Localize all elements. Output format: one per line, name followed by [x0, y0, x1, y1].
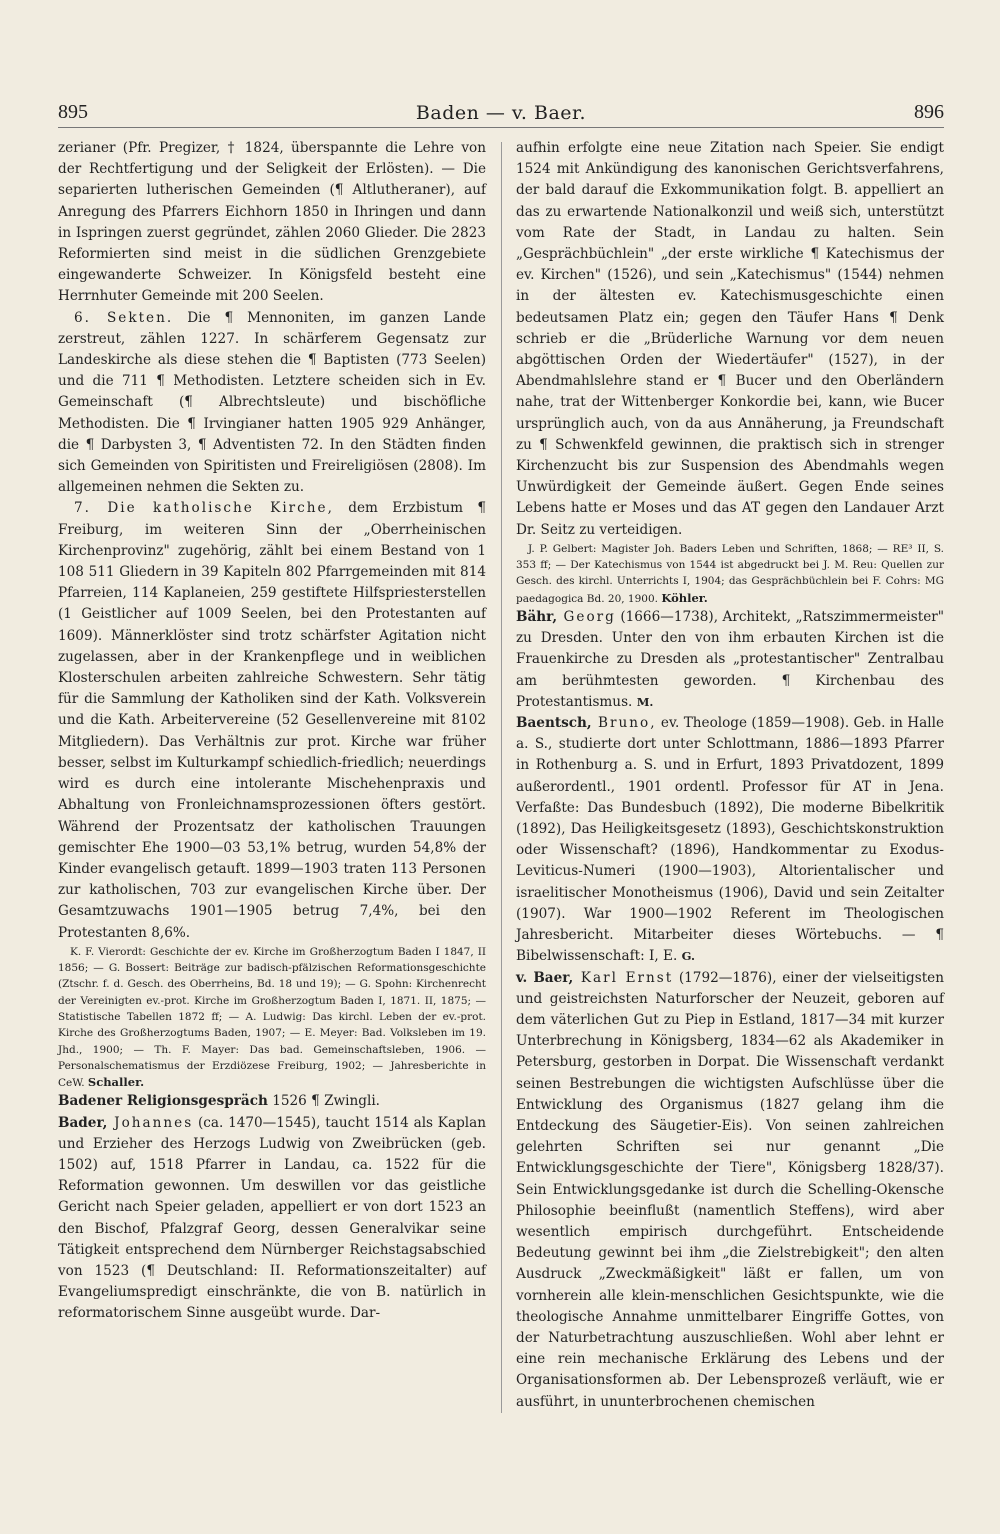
entry-given-name: Bruno,: [591, 715, 657, 732]
text-columns: [58, 138, 944, 1413]
entry-v-baer: [516, 968, 944, 1413]
entry-headword: Bähr,: [516, 609, 558, 626]
entry-text: ev. Theologe (1859—1908). Geb. in Halle a. S., studierte dort unter Schlottmann, 1886—1893 Pfarrer in Rothenburg a. S. und in Erfurt, 1893 Privatdozent, 1899 außerordentl., 1901 ordentl. Professor für AT in Jena. Verfaßte: Das Bundesbuch (1892), Die moderne Bibelkritik (1892), Das Heiligkeitsgesetz (1893), Geschichtskonstruktion oder Wissenschaft? (1896), Handkommentar zu Exodus-Leviticus-Numeri (1900—1903), Altorientalischer und israelitischer Monotheismus (1906), David und sein Zeitalter (1907). War 1900—1902 Referent im Theologischen Jahresbericht. Mitarbeiter dieses Wörtebuchs. — ¶ Bibelwissenschaft: I, E.: [516, 715, 944, 965]
left-page-number: 895: [58, 101, 88, 123]
entry-badener-religionsgespraech: [58, 1091, 486, 1112]
literature-bader: [516, 541, 944, 607]
paragraph-reformed-lutheran: zerianer (Pfr. Pregizer, † 1824, überspannte die Lehre von der Rechtfertigung und der Seligkeit der Erlösten). — Die separierten lutherischen Gemeinden (¶ Altlutheraner), auf Anregung des Pfarrers Eichhorn 1850 in Ihringen und dann in Ispringen zuerst gegründet, zählen 2060 Glieder. Die 2823 Reformierten sind meist in die südlichen Grenzgebiete eingewanderte Schweizer. In Königsfeld besteht eine Herrnhuter Gemeinde mit 200 Seelen.: [58, 140, 486, 305]
entry-given-name: Johannes: [107, 1114, 194, 1131]
section-heading-catholic: 7. Die katholische Kirche,: [74, 500, 334, 517]
literature-baden-text: K. F. Vierordt: Geschichte der ev. Kirche im Großherzogtum Baden I 1847, II 1856; — G. Bossert: Beiträge zur badisch-pfälzischen Reformationsgeschichte (Ztschr. f. d. Gesch. des Oberrheins, Bd. 18 und 19); — G. Spohn: Kirchenrecht der Vereinigten ev.-prot. Kirche im Großherzogtum Baden I, 1871. II, 1875; — Statistische Tabellen 1872 ff; — A. Ludwig: Das kirchl. Leben der ev.-prot. Kirche des Großherzogtums Baden, 1907; — E. Meyer: Bad. Volksleben im 19. Jhd., 1900; — Th. F. Mayer: Das bad. Gemeinschaftsleben, 1906. — Personalschematismus der Erzdiözese Freiburg, 1902; — Jahresberichte in CeW.: [58, 945, 486, 1090]
entry-text: (1792—1876), einer der vielseitigsten und geistreichsten Naturforscher der Neuzeit, geboren auf dem väterlichen Gut zu Piep in Estland, 1817—34 mit kurzer Unterbrechung in Königsberg, 1834—62 als Akademiker in Petersburg, gestorben in Dorpat. Die Wissenschaft verdankt seinen Bestrebungen die wichtigsten Aufschlüsse über die Entwicklung des Organismus (1827 gelang ihm die Entdeckung des Säugetier-Eis). Von seinen zahlreichen gelehrten Schriften sei nur genannt „Die Entwicklungsgeschichte der Tiere", Königsberg 1828/37). Sein Entwicklungsgedanke ist durch die Schelling-Okensche Philosophie beeinflußt (namentlich Steffens), wird aber wesentlich empirisch durchgeführt. Entscheidende Bedeutung gewinnt bei ihm „die Zielstrebigkeit"; den alten Ausdruck „Zweckmäßigkeit" läßt er fallen, um von vornherein alle klein-menschlichen Gesichtspunkte, wie die theologische Annahme unmittelbarer Eingriffe Gottes, von der Naturbetrachtung auszuschließen. Wohl aber lehnt er eine rein mechanische Erklärung des Lebens und der Organisationsformen ab. Der Lebensprozeß verläuft, wie er ausführt, in ununterbrochenen chemischen: [516, 969, 944, 1410]
entry-given-name: Karl Ernst: [573, 969, 674, 986]
right-column: [516, 138, 944, 1413]
running-title: Baden — v. Baer.: [415, 102, 587, 124]
literature-bader-text: J. P. Gelbert: Magister Joh. Baders Leben und Schriften, 1868; — RE³ II, S. 353 ff; — Der Katechismus von 1544 ist abgedruckt bei J. M. Reu: Quellen zur Gesch. des kirchl. Unterrichts I, 1904; das Gesprächbüchlein bei F. Cohrs: MG paedagogica Bd. 20, 1900.: [516, 542, 944, 605]
entry-given-name: Georg: [557, 609, 616, 626]
entry-headword: Bader,: [58, 1114, 108, 1131]
entry-bader: [58, 1113, 486, 1325]
right-page-number: 896: [913, 101, 944, 123]
author-signature: M.: [636, 694, 654, 709]
column-divider: [501, 142, 502, 1413]
author-signature: Schaller.: [87, 1075, 145, 1090]
left-column: [58, 138, 486, 1413]
paragraph-catholic-text: dem Erzbistum ¶ Freiburg, im weiteren Sinn der „Oberrheinischen Kirchenprovinz" zugehörig, zählt bei einem Bestand von 1 108 511 Gliedern in 39 Kapiteln 802 Pfarrgemeinden mit 814 Pfarreien, 114 Kaplaneien, 259 gestiftete Hilfspriesterstellen (1 Geistlicher auf 1009 Seelen, bei den Protestanten auf 1609). Männerklöster sind trotz schärfster Agitation nicht zugelassen, aber in der Krankenpflege und in weiblichen Klosterschulen arbeiten zahlreiche Schwestern. Sehr tätig für die Sammlung der Katholiken sind der Kath. Volksverein und die Kath. Arbeitervereine (52 Gesellenvereine mit 8102 Mitgliedern). Das Verhältnis zur prot. Kirche war früher besser, selbst im Kulturkampf schiedlich-friedlich; neuerdings wird es durch eine intolerante Mischehenpraxis und Abhaltung von Fronleichnamsprozessionen öfters gestört. Während der Prozentsatz der katholischen Trauungen gemischter Ehe 1900—03 53,1% betrug, wurden 54,8% der Kinder evangelisch getauft. 1899—1903 traten 113 Personen zur katholischen, 703 zur evangelischen Kirche über. Der Gesamtzuwachs 1901—1905 betrug 7,4%, bei den Protestanten 8,6%.: [58, 500, 487, 941]
entry-text: (ca. 1470—1545), taucht 1514 als Kaplan und Erzieher des Herzogs Ludwig von Zweibrücken (geb. 1502) auf, 1518 Pfarrer in Landau, ca. 1522 für die Reformation gewonnen. Um deswillen vor das geistliche Gericht nach Speier geladen, appelliert er von dort 1523 an den Bischof, Pfalzgraf Georg, dessen Generalvikar seine Tätigkeit entsprechend dem Nürnberger Reichstagsabschied von 1523 (¶ Deutschland: II. Reformationszeitalter) auf Evangeliumspredigt einschränkte, die von B. natürlich in reformatorischem Sinne ausgeübt wurde. Dar-: [58, 1114, 486, 1322]
entry-baentsch: [516, 713, 944, 967]
paragraph-bader-continued: aufhin erfolgte eine neue Zitation nach Speier. Sie endigt 1524 mit Ankündigung des kanonischen Gerichtsverfahrens, der bald darauf die Exkommunikation folgt. B. appelliert an das zu erwartende Nationalkonzil und weiß sich, unterstützt vom Rate der Stadt, in Landau zu halten. Sein „Gesprächbüchlein" „der erste wirkliche ¶ Katechismus der ev. Kirchen" (1526), und sein „Katechismus" (1544) nehmen in der ältesten ev. Katechismusgeschichte einen bedeutsamen Platz ein; gegen den Täufer Hans ¶ Denk schrieb er die „Brüderliche Warnung vor dem neuen abgöttischen Orden der Wiedertäufer" (1527), in der Abendmahlslehre stand er ¶ Bucer und den Oberländern nahe, trat der Wittenberger Konkordie bei, kann, wie Bucer ursprünglich auch, von da aus Annäherung, ja Freundschaft zu ¶ Schwenkfeld gewinnen, die praktisch sich in strenger Kirchenzucht bis zur Suspension des Abendmahls wegen Unwürdigkeit der Gemeinde äußert. Gegen Ende seines Lebens hatte er Moses und das AT gegen den Landauer Arzt Dr. Seitz zu verteidigen.: [516, 140, 944, 538]
running-header: [58, 90, 944, 128]
entry-text: 1526 ¶ Zwingli.: [267, 1093, 380, 1110]
paragraph-sects-text: Die ¶ Mennoniten, im ganzen Lande zerstreut, zählen 1227. In schärferem Gegensatz zur Landeskirche als diese stehen die ¶ Baptisten (773 Seelen) und die 711 ¶ Methodisten. Letztere scheiden sich in Ev. Gemeinschaft (¶ Albrechtsleute) und bischöfliche Methodisten. Die ¶ Irvingianer hatten 1905 929 Anhänger, die ¶ Darbysten 3, ¶ Adventisten 72. In den Städten finden sich Gemeinden von Spiritisten und Freireligiösen (2808). Im allgemeinen nehmen die Sekten zu.: [58, 309, 486, 496]
entry-text: (1666—1738), Architekt, „Ratszimmermeister" zu Dresden. Unter den von ihm erbauten Kirchen ist die Frauenkirche zu Dresden als „protestantischer" Zentralbau am berühmtesten geworden. ¶ Kirchenbau des Protestantismus.: [516, 609, 945, 710]
entry-headword: Badener Religionsgespräch: [58, 1093, 268, 1110]
paragraph-sects: [58, 308, 486, 499]
literature-baden: [58, 944, 486, 1092]
entry-headword: Baentsch,: [516, 715, 592, 732]
author-signature: Köhler.: [661, 590, 708, 605]
entry-baehr: [516, 607, 944, 713]
section-heading-sects: 6. Sekten.: [74, 309, 174, 326]
paragraph-catholic-church: [58, 498, 486, 943]
entry-headword: v. Baer,: [516, 969, 574, 986]
author-signature: G.: [681, 949, 696, 964]
